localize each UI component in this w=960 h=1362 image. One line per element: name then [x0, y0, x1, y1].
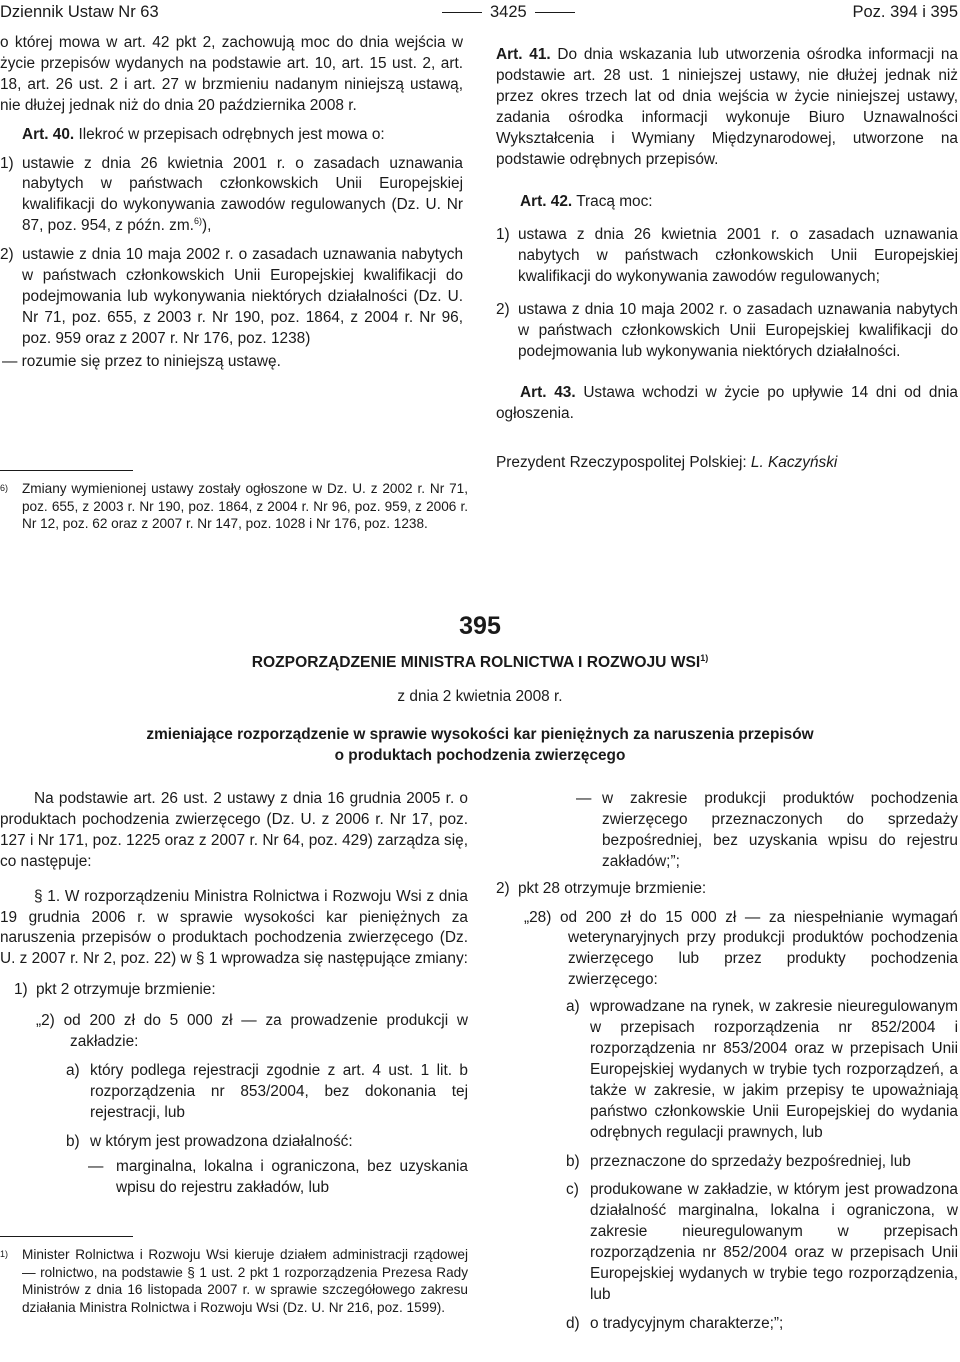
- footnote-1: 1) Minister Rolnictwa i Rozwoju Wsi kieruje działem administracji rządowej — rolnictwo, na podstawie § 1 ust. 2 pkt 1 rozporządzenia Prezesa Rady Ministrów z dnia 16 listopada 2007 r. w sprawie szczegółowego zakresu działania Ministra Rolnictwa i Rozwoju Wsi (Dz. U. Nr 216, poz. 1599).: [0, 1247, 468, 1315]
- quoted-point-28b: b) przeznaczone do sprzedaży bezpośredniej, lub: [566, 1152, 911, 1170]
- point-1: 1) pkt 2 otrzymuje brzmienie:: [14, 981, 216, 999]
- left-top-column: [0, 33, 463, 373]
- quoted-point-2a: a) który podlega rejestracji zgodnie z art. 4 ust. 1 lit. b rozporządzenia nr 853/2004, bez dokonania tej rejestracji, lub: [66, 1061, 468, 1121]
- art42-label: Art. 42.: [520, 193, 573, 211]
- page-number: 3425: [434, 3, 583, 22]
- left-bottom-column: [0, 789, 468, 1198]
- art43-paragraph: Art. 43. Ustawa wchodzi w życie po upływie 14 dni od dnia ogłoszenia.: [496, 383, 958, 422]
- act-title: ROZPORZĄDZENIE MINISTRA ROLNICTWA I ROZWOJU WSI$^{1)}$: [251, 652, 709, 671]
- art40-item-1: 1) ustawie z dnia 26 kwietnia 2001 r. o zasadach uznawania nabytych w państwach członkowskich Unii Europejskiej kwalifikacji do wykonywania zawodów regulowanych (Dz. U. Nr 87, poz. 954, z późn. zm.$^{6)}$),: [0, 154, 463, 235]
- act-number: 395: [459, 612, 501, 640]
- paragraph-1: § 1. W rozporządzeniu Ministra Rolnictwa i Rozwoju Wsi z dnia 19 grudnia 2006 r. w sprawie wysokości kar pieniężnych za naruszenia przepisów o produktach pochodzenia zwierzęcego (Dz. U. z 2007 r. Nr 2, poz. 22) w § 1 wprowadza się następujące zmiany:: [0, 887, 468, 968]
- art40-text: Ilekroć w przepisach odrębnych jest mowa o:: [78, 125, 385, 143]
- quoted-point-28: „28) od 200 zł do 15 000 zł — za niespełnianie wymagań weterynaryjnych przy produkcji produktów pochodzenia zwierzęcego lub przez produkty pochodzenia zwierzęcego:: [524, 908, 958, 989]
- art42-paragraph: Art. 42. Tracą moc:: [520, 193, 653, 211]
- art43-label: Art. 43.: [520, 383, 576, 401]
- quoted-point-28d: d) o tradycyjnym charakterze;”;: [566, 1314, 784, 1332]
- position-ref: Poz. 394 i 395: [852, 3, 958, 21]
- signature: Prezydent Rzeczypospolitej Polskiej: L. Kaczyński: [496, 453, 838, 471]
- footnote-rule: [0, 470, 133, 471]
- art41-label: Art. 41.: [496, 46, 551, 63]
- art40-paragraph: [0, 125, 463, 146]
- art42-item-1: 1) ustawa z dnia 26 kwietnia 2001 r. o zasadach uznawania nabytych w państwach członkowskich Unii Europejskiej kwalifikacji do wykonywania zawodów regulowanych;: [496, 226, 958, 286]
- footnote-6: 6) Zmiany wymienionej ustawy zostały ogłoszone w Dz. U. z 2002 r. Nr 71, poz. 655, z 2003 r. Nr 190, poz. 1864, z 2004 r. Nr 96, poz. 959, z 2006 r. Nr 12, poz. 62 oraz z 2007 r. Nr 147, poz. 1028 i Nr 176, poz. 1238.: [0, 481, 468, 531]
- point-2: 2) pkt 28 otrzymuje brzmienie:: [496, 879, 707, 897]
- art41-paragraph: Art. 41. Do dnia wskazania lub utworzenia ośrodka informacji na podstawie art. 28 ust. 1 niniejszej ustawy, nie dłużej jednak niż przez okres trzech lat od dnia wejścia w życie niniejszej ustawy, zadania ośrodka informacji wykonuje Biuro Uznawalności Wykształcenia i Wymiany Międzynarodowej, utworzone na podstawie odrębnych przepisów.: [496, 46, 958, 168]
- art40-item-2: 2) ustawie z dnia 10 maja 2002 r. o zasadach uznawania nabytych w państwach członkowskich Unii Europejskiej kwalifikacji do podejmowania lub wykonywania niektórych działalności (Dz. U. Nr 71, poz. 655, z 2003 r. Nr 190, poz. 1864, z 2004 r. Nr 96, poz. 959 oraz z 2007 r. Nr 176, poz. 1238): [0, 246, 464, 347]
- art40-closing: — rozumie się przez to niniejszą ustawę.: [2, 352, 281, 370]
- quoted-point-28c: c) produkowane w zakładzie, w którym jest prowadzona działalność marginalna, lokalna i ograniczona, w zakresie nieuregulowanym w przepisach rozporządzenia nr 852/2004 oraz w przepisach Unii Europejskiej wydanych w trybie tego rozporządzenia, lub: [566, 1181, 958, 1303]
- signature-name: L. Kaczyński: [750, 453, 838, 471]
- dash-continuation: — w zakresie produkcji produktów pochodzenia zwierzęcego przeznaczonych do sprzedaży bezpośredniej, bez uzyskania wpisu do rejestru zakładów;”;: [576, 790, 958, 870]
- quoted-point-28a: a) wprowadzane na rynek, w zakresie nieuregulowanym w przepisach rozporządzenia nr 852/2004 i rozporządzenia nr 853/2004 oraz w przepisach Unii Europejskiej wydanych w trybie tych rozporządzeń, a także w zakresie, w jakim przepisy te upoważniają państwo członkowskie Unii Europejskiej do wydania odrębnych regulacji prawnych, lub: [566, 998, 958, 1141]
- intro-paragraph: o której mowa w art. 42 pkt 2, zachowują moc do dnia wejścia w życie przepisów wydanych na podstawie art. 10, art. 15 ust. 2, art. 18, art. 26 ust. 2 i art. 27 w brzmieniu nadanym niniejszą ustawą, nie dłużej jednak niż do dnia 20 października 2008 r.: [0, 34, 463, 114]
- quoted-point-2b: b) w którym jest prowadzona działalność:: [66, 1132, 353, 1150]
- quoted-point-2: „2) od 200 zł do 5 000 zł — za prowadzenie produkcji w zakładzie:: [36, 1012, 468, 1051]
- footnote-rule-2: [0, 1236, 133, 1237]
- act-date: z dnia 2 kwietnia 2008 r.: [397, 688, 563, 705]
- right-bottom-column: [496, 789, 958, 1335]
- quoted-point-2b-dash: — marginalna, lokalna i ograniczona, bez uzyskania wpisu do rejestru zakładów, lub: [88, 1157, 468, 1196]
- preamble: Na podstawie art. 26 ust. 2 ustawy z dnia 16 grudnia 2005 r. o produktach pochodzenia zwierzęcego (Dz. U. z 2006 r. Nr 17, poz. 127 i Nr 171, poz. 1225 oraz z 2007 r. Nr 64, poz. 429) zarządza się, co następuje:: [0, 790, 468, 870]
- journal-name: Dziennik Ustaw Nr 63: [0, 3, 159, 21]
- art40-label: Art. 40.: [22, 125, 75, 143]
- page-header: [0, 3, 960, 25]
- right-top-column: [496, 45, 958, 474]
- act-subtitle: zmieniające rozporządzenie w sprawie wysokości kar pieniężnych za naruszenia przepisów o produktach pochodzenia zwierzęcego: [146, 726, 814, 764]
- art42-item-2: 2) ustawa z dnia 10 maja 2002 r. o zasadach uznawania nabytych w państwach członkowskich Unii Europejskiej kwalifikacji do podejmowania lub wykonywania niektórych działalności.: [496, 301, 958, 360]
